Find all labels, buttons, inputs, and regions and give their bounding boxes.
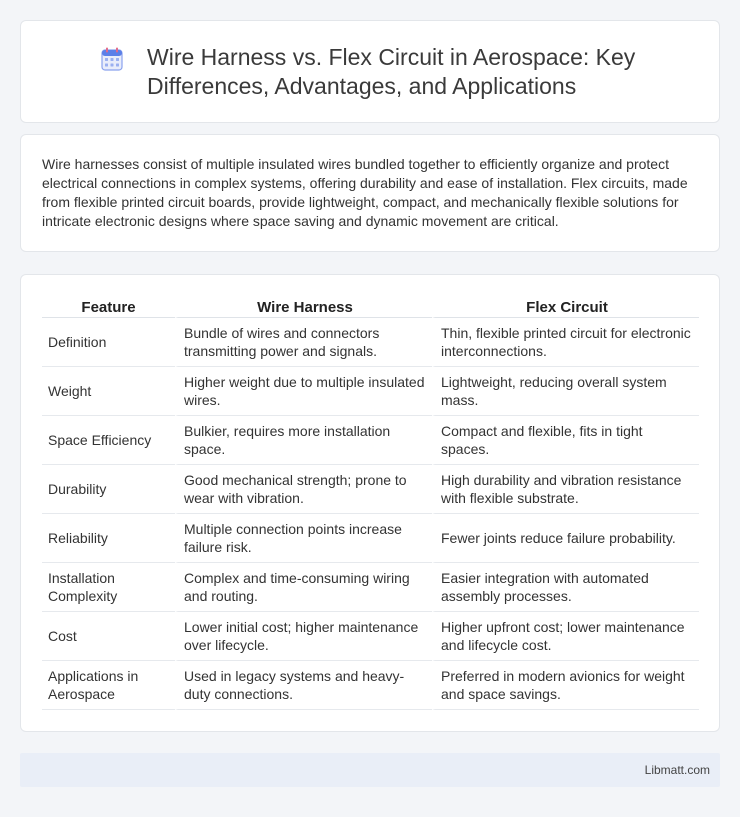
feature-cell: Reliability xyxy=(42,514,175,563)
wire-harness-cell: Lower initial cost; higher maintenance over lifecycle. xyxy=(175,612,432,661)
table-header-row xyxy=(42,296,699,318)
table-row xyxy=(42,612,699,661)
wire-harness-cell: Complex and time-consuming wiring and routing. xyxy=(175,563,432,612)
table-row xyxy=(42,514,699,563)
flex-circuit-cell: Fewer joints reduce failure probability. xyxy=(432,514,699,563)
comparison-table xyxy=(42,296,699,710)
table-row xyxy=(42,416,699,465)
wire-harness-cell: Bulkier, requires more installation space. xyxy=(175,416,432,465)
flex-circuit-cell: High durability and vibration resistance with flexible substrate. xyxy=(432,465,699,514)
page-title: Wire Harness vs. Flex Circuit in Aerospace: Key Differences, Advantages, and Applications xyxy=(147,44,636,99)
feature-cell: Weight xyxy=(42,367,175,416)
table-row xyxy=(42,367,699,416)
title-card xyxy=(20,20,720,123)
table-row xyxy=(42,661,699,710)
flex-circuit-cell: Preferred in modern avionics for weight and space savings. xyxy=(432,661,699,710)
feature-cell: Space Efficiency xyxy=(42,416,175,465)
flex-circuit-cell: Compact and flexible, fits in tight spaces. xyxy=(432,416,699,465)
wire-harness-cell: Multiple connection points increase failure risk. xyxy=(175,514,432,563)
wire-harness-cell: Good mechanical strength; prone to wear with vibration. xyxy=(175,465,432,514)
header-feature: Feature xyxy=(42,296,175,318)
flex-circuit-cell: Thin, flexible printed circuit for electronic interconnections. xyxy=(432,318,699,367)
feature-cell: Definition xyxy=(42,318,175,367)
wire-harness-cell: Bundle of wires and connectors transmitting power and signals. xyxy=(175,318,432,367)
footer-site-link[interactable]: Libmatt.com xyxy=(644,763,710,777)
wire-harness-cell: Used in legacy systems and heavy-duty connections. xyxy=(175,661,432,710)
flex-circuit-cell: Lightweight, reducing overall system mass. xyxy=(432,367,699,416)
feature-cell: Applications in Aerospace xyxy=(42,661,175,710)
flex-circuit-cell: Easier integration with automated assembly processes. xyxy=(432,563,699,612)
intro-paragraph: Wire harnesses consist of multiple insulated wires bundled together to efficiently organize and protect electrical connections in complex systems, offering durability and ease of installation. Flex circuits, made from flexible printed circuit boards, provide lightweight, compact, and mechanically flexible solutions for intricate electronic designs where space saving and dynamic movement are critical. xyxy=(42,156,688,229)
intro-card xyxy=(20,134,720,252)
comparison-card xyxy=(20,274,720,732)
flex-circuit-cell: Higher upfront cost; lower maintenance and lifecycle cost. xyxy=(432,612,699,661)
header-flex-circuit: Flex Circuit xyxy=(432,296,699,318)
calendar-icon xyxy=(101,47,123,71)
feature-cell: Cost xyxy=(42,612,175,661)
feature-cell: Installation Complexity xyxy=(42,563,175,612)
wire-harness-cell: Higher weight due to multiple insulated wires. xyxy=(175,367,432,416)
feature-cell: Durability xyxy=(42,465,175,514)
table-row xyxy=(42,318,699,367)
table-row xyxy=(42,465,699,514)
table-row xyxy=(42,563,699,612)
footer xyxy=(20,753,720,787)
header-wire-harness: Wire Harness xyxy=(175,296,432,318)
